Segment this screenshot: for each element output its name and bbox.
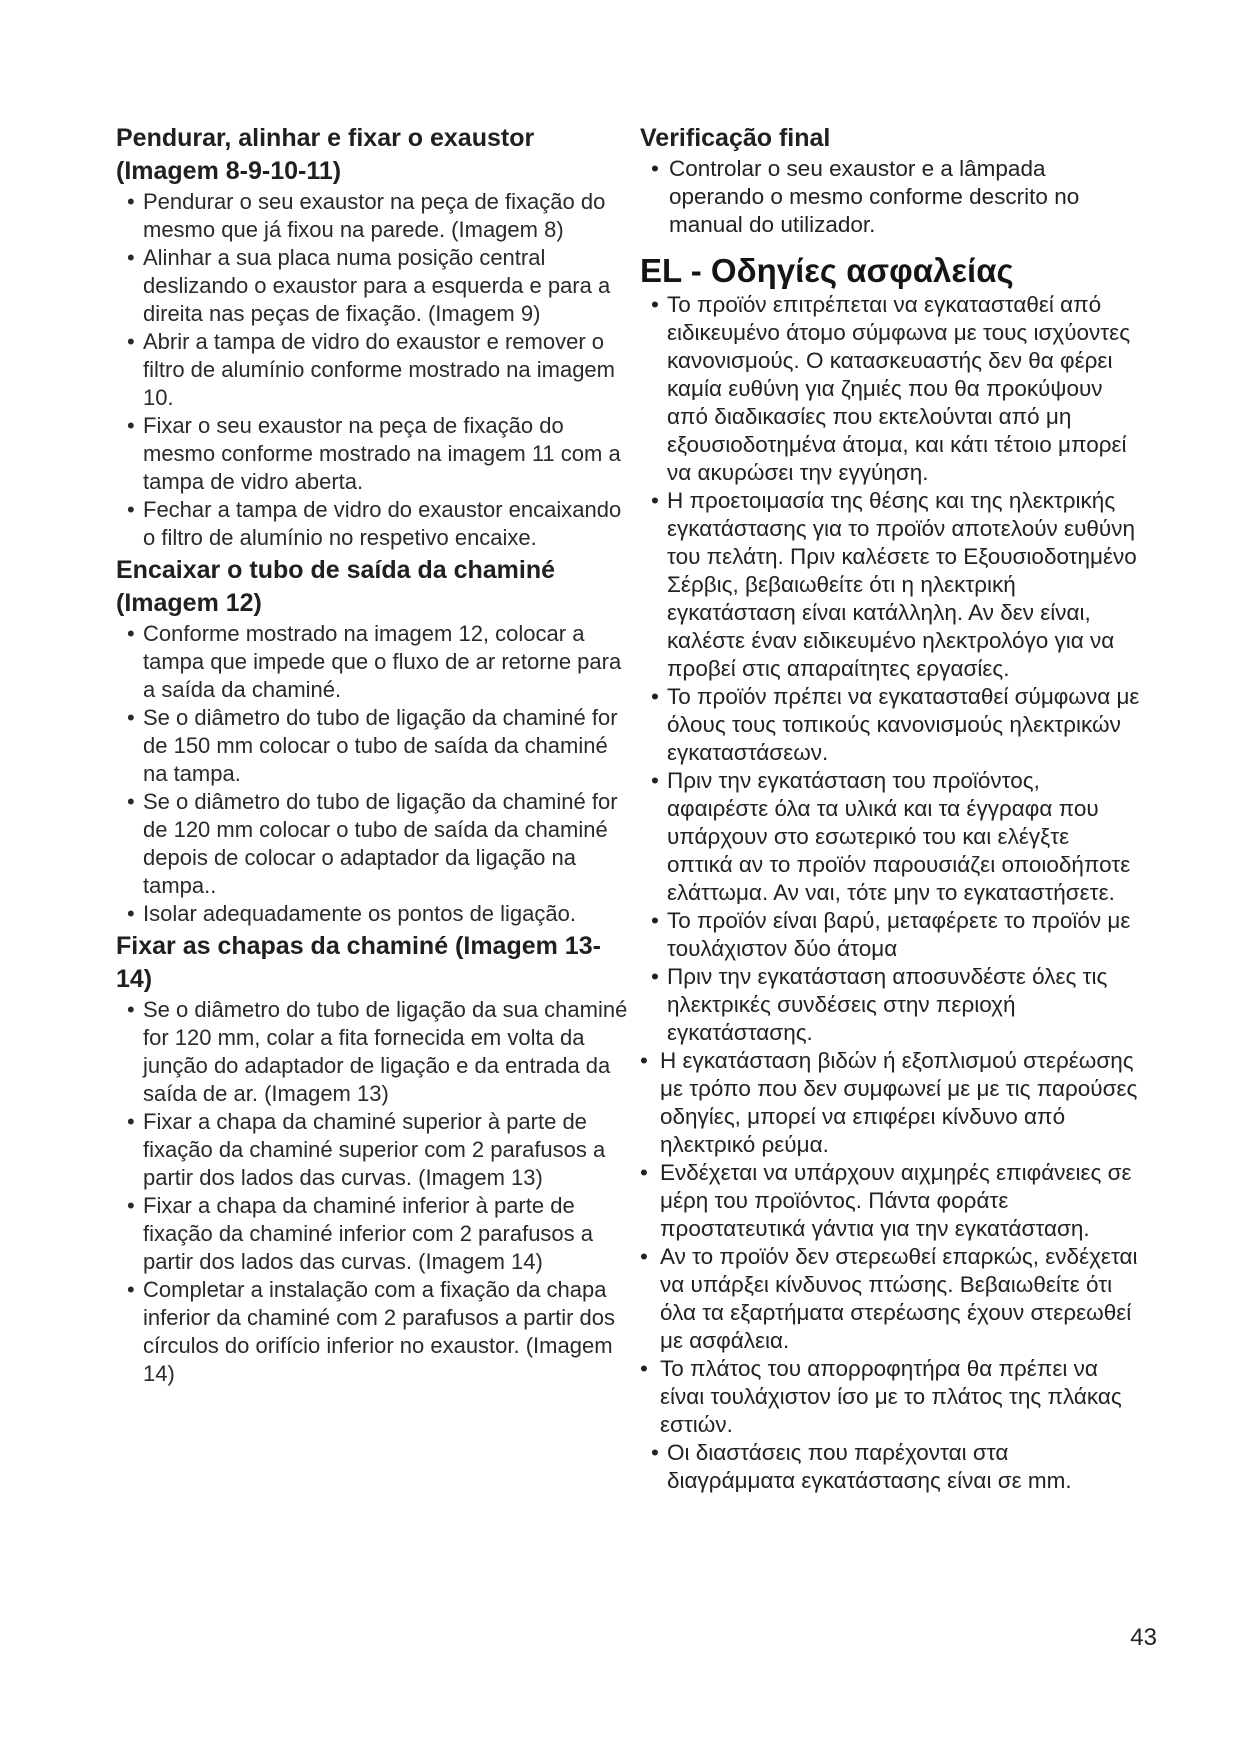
bullet-icon: • bbox=[127, 497, 135, 522]
bullet-icon: • bbox=[127, 621, 135, 646]
list-item: • Fixar a chapa da chaminé inferior à parte de fixação da chaminé inferior com 2 parafusos a partir dos lados das curvas. (Imagem 14) bbox=[127, 1193, 594, 1274]
final-check-list bbox=[640, 155, 1140, 239]
bullet-icon: • bbox=[127, 413, 135, 438]
bullet-icon: • bbox=[127, 1277, 135, 1302]
list-item: • Το πλάτος του απορροφητήρα θα πρέπει να είναι τουλάχιστον ίσο με το πλάτος της πλάκας εστιών. bbox=[640, 1356, 1122, 1437]
page-number: 43 bbox=[1130, 1624, 1157, 1651]
right-column bbox=[640, 122, 1140, 1496]
bullet-icon: • bbox=[651, 156, 659, 181]
bullet-icon: • bbox=[640, 1048, 648, 1073]
section-heading-chimney-tube: Encaixar o tubo de saída da chaminé (Imagem 12) bbox=[116, 556, 556, 617]
bullet-icon: • bbox=[127, 1109, 135, 1134]
bullet-icon: • bbox=[127, 705, 135, 730]
list-item: • Το προϊόν είναι βαρύ, μεταφέρετε το προϊόν με τουλάχιστον δύο άτομα bbox=[651, 908, 1131, 961]
list-item: • Conforme mostrado na imagem 12, colocar a tampa que impede que o fluxo de ar retorne para a saída da chaminé. bbox=[127, 621, 622, 702]
list-item: • Se o diâmetro do tubo de ligação da chaminé for de 150 mm colocar o tubo de saída da chaminé na tampa. bbox=[127, 705, 618, 786]
safety-instructions-list bbox=[640, 291, 1140, 1495]
bullet-icon: • bbox=[651, 1440, 659, 1465]
chimney-plates-steps-list bbox=[116, 996, 628, 1388]
section-heading-hanging: Pendurar, alinhar e fixar o exaustor (Imagem 8-9-10-11) bbox=[116, 124, 535, 185]
bullet-icon: • bbox=[127, 901, 135, 926]
bullet-icon: • bbox=[651, 292, 659, 317]
bullet-icon: • bbox=[640, 1160, 648, 1185]
list-item: • Abrir a tampa de vidro do exaustor e remover o filtro de alumínio conforme mostrado na imagem 10. bbox=[127, 329, 615, 410]
list-item: • Οι διαστάσεις που παρέχονται στα διαγράμματα εγκατάστασης είναι σε mm. bbox=[651, 1440, 1072, 1493]
list-item: • Isolar adequadamente os pontos de ligação. bbox=[127, 901, 576, 926]
bullet-icon: • bbox=[127, 789, 135, 814]
list-item: • Se o diâmetro do tubo de ligação da sua chaminé for 120 mm, colar a fita fornecida em volta da junção do adaptador de ligação e da entrada da saída de ar. (Imagem 13) bbox=[127, 997, 628, 1106]
bullet-icon: • bbox=[127, 245, 135, 270]
list-item: • Fechar a tampa de vidro do exaustor encaixando o filtro de alumínio no respetivo encaixe. bbox=[127, 497, 622, 550]
list-item: • Fixar a chapa da chaminé superior à parte de fixação da chaminé superior com 2 parafusos a partir dos lados das curvas. (Imagem 13) bbox=[127, 1109, 606, 1190]
list-item: • Η εγκατάσταση βιδών ή εξοπλισμού στερέωσης με τρόπο που δεν συμφωνεί με με τις παρούσες οδηγίες, μπορεί να επιφέρει κίνδυνο από ηλεκτρικό ρεύμα. bbox=[640, 1048, 1138, 1157]
bullet-icon: • bbox=[127, 997, 135, 1022]
list-item: • Alinhar a sua placa numa posição central deslizando o exaustor para a esquerda e para a direita nas peças de fixação. (Imagem 9) bbox=[127, 245, 611, 326]
bullet-icon: • bbox=[651, 768, 659, 793]
left-column bbox=[116, 122, 628, 1389]
list-item: • Controlar o seu exaustor e a lâmpada operando o mesmo conforme descrito no manual do utilizador. bbox=[651, 156, 1080, 237]
list-item: • Ενδέχεται να υπάρχουν αιχμηρές επιφάνειες σε μέρη του προϊόντος. Πάντα φοράτε προστατευτικά γάντια για την εγκατάσταση. bbox=[640, 1160, 1132, 1241]
list-item: • Πριν την εγκατάσταση αποσυνδέστε όλες τις ηλεκτρικές συνδέσεις στην περιοχή εγκατάστασης. bbox=[651, 964, 1108, 1045]
bullet-icon: • bbox=[127, 329, 135, 354]
list-item: • Fixar o seu exaustor na peça de fixação do mesmo conforme mostrado na imagem 11 com a tampa de vidro aberta. bbox=[127, 413, 621, 494]
hanging-steps-list bbox=[116, 188, 628, 552]
bullet-icon: • bbox=[127, 1193, 135, 1218]
bullet-icon: • bbox=[127, 189, 135, 214]
section-heading-chimney-plates: Fixar as chapas da chaminé (Imagem 13-14) bbox=[116, 932, 601, 993]
list-item: • Completar a instalação com a fixação da chapa inferior da chaminé com 2 parafusos a partir dos círculos do orifício inferior no exaustor. (Imagem 14) bbox=[127, 1277, 616, 1386]
list-item: • Η προετοιμασία της θέσης και της ηλεκτρικής εγκατάστασης για το προϊόν αποτελούν ευθύνη του πελάτη. Πριν καλέσετε το Εξουσιοδοτημένο Σέρβις, βεβαιωθείτε ότι η ηλεκτρική εγκατάσταση είναι κατάλληλη. Αν δεν είναι, καλέστε έναν ειδικευμένο ηλεκτρολόγο για να προβεί στις απαραίτητες εργασίες. bbox=[651, 488, 1137, 681]
bullet-icon: • bbox=[651, 908, 659, 933]
list-item: • Se o diâmetro do tubo de ligação da chaminé for de 120 mm colocar o tubo de saída da chaminé depois de colocar o adaptador da ligação na tampa.. bbox=[127, 789, 618, 898]
bullet-icon: • bbox=[651, 488, 659, 513]
section-heading-final-check: Verificação final bbox=[640, 124, 831, 152]
bullet-icon: • bbox=[640, 1356, 648, 1381]
list-item: • Πριν την εγκατάσταση του προϊόντος, αφαιρέστε όλα τα υλικά και τα έγγραφα που υπάρχουν στο εσωτερικό του και ελέγξτε οπτικά αν το προϊόν παρουσιάζει οποιοδήποτε ελάττωμα. Αν ναι, τότε μην το εγκαταστήσετε. bbox=[651, 768, 1131, 905]
safety-instructions-title: EL - Οδηγίες ασφαλείας bbox=[640, 252, 1014, 289]
chimney-tube-steps-list bbox=[116, 620, 628, 928]
bullet-icon: • bbox=[651, 964, 659, 989]
list-item: • Το προϊόν επιτρέπεται να εγκατασταθεί από ειδικευμένο άτομο σύμφωνα με τους ισχύοντες κανονισμούς. Ο κατασκευαστής δεν θα φέρει καμία ευθύνη για ζημιές που θα προκύψουν από διαδικασίες που εκτελούνται από μη εξουσιοδοτημένα άτομα, και κάτι τέτοιο μπορεί να ακυρώσει την εγγύηση. bbox=[651, 292, 1131, 485]
list-item: • Pendurar o seu exaustor na peça de fixação do mesmo que já fixou na parede. (Imagem 8) bbox=[127, 189, 606, 242]
list-item: • Το προϊόν πρέπει να εγκατασταθεί σύμφωνα με όλους τους τοπικούς κανονισμούς ηλεκτρικών εγκαταστάσεων. bbox=[651, 684, 1140, 765]
bullet-icon: • bbox=[640, 1244, 648, 1269]
list-item: • Αν το προϊόν δεν στερεωθεί επαρκώς, ενδέχεται να υπάρξει κίνδυνος πτώσης. Βεβαιωθείτε ότι όλα τα εξαρτήματα στερέωσης έχουν στερεωθεί με ασφάλεια. bbox=[640, 1244, 1138, 1353]
bullet-icon: • bbox=[651, 684, 659, 709]
